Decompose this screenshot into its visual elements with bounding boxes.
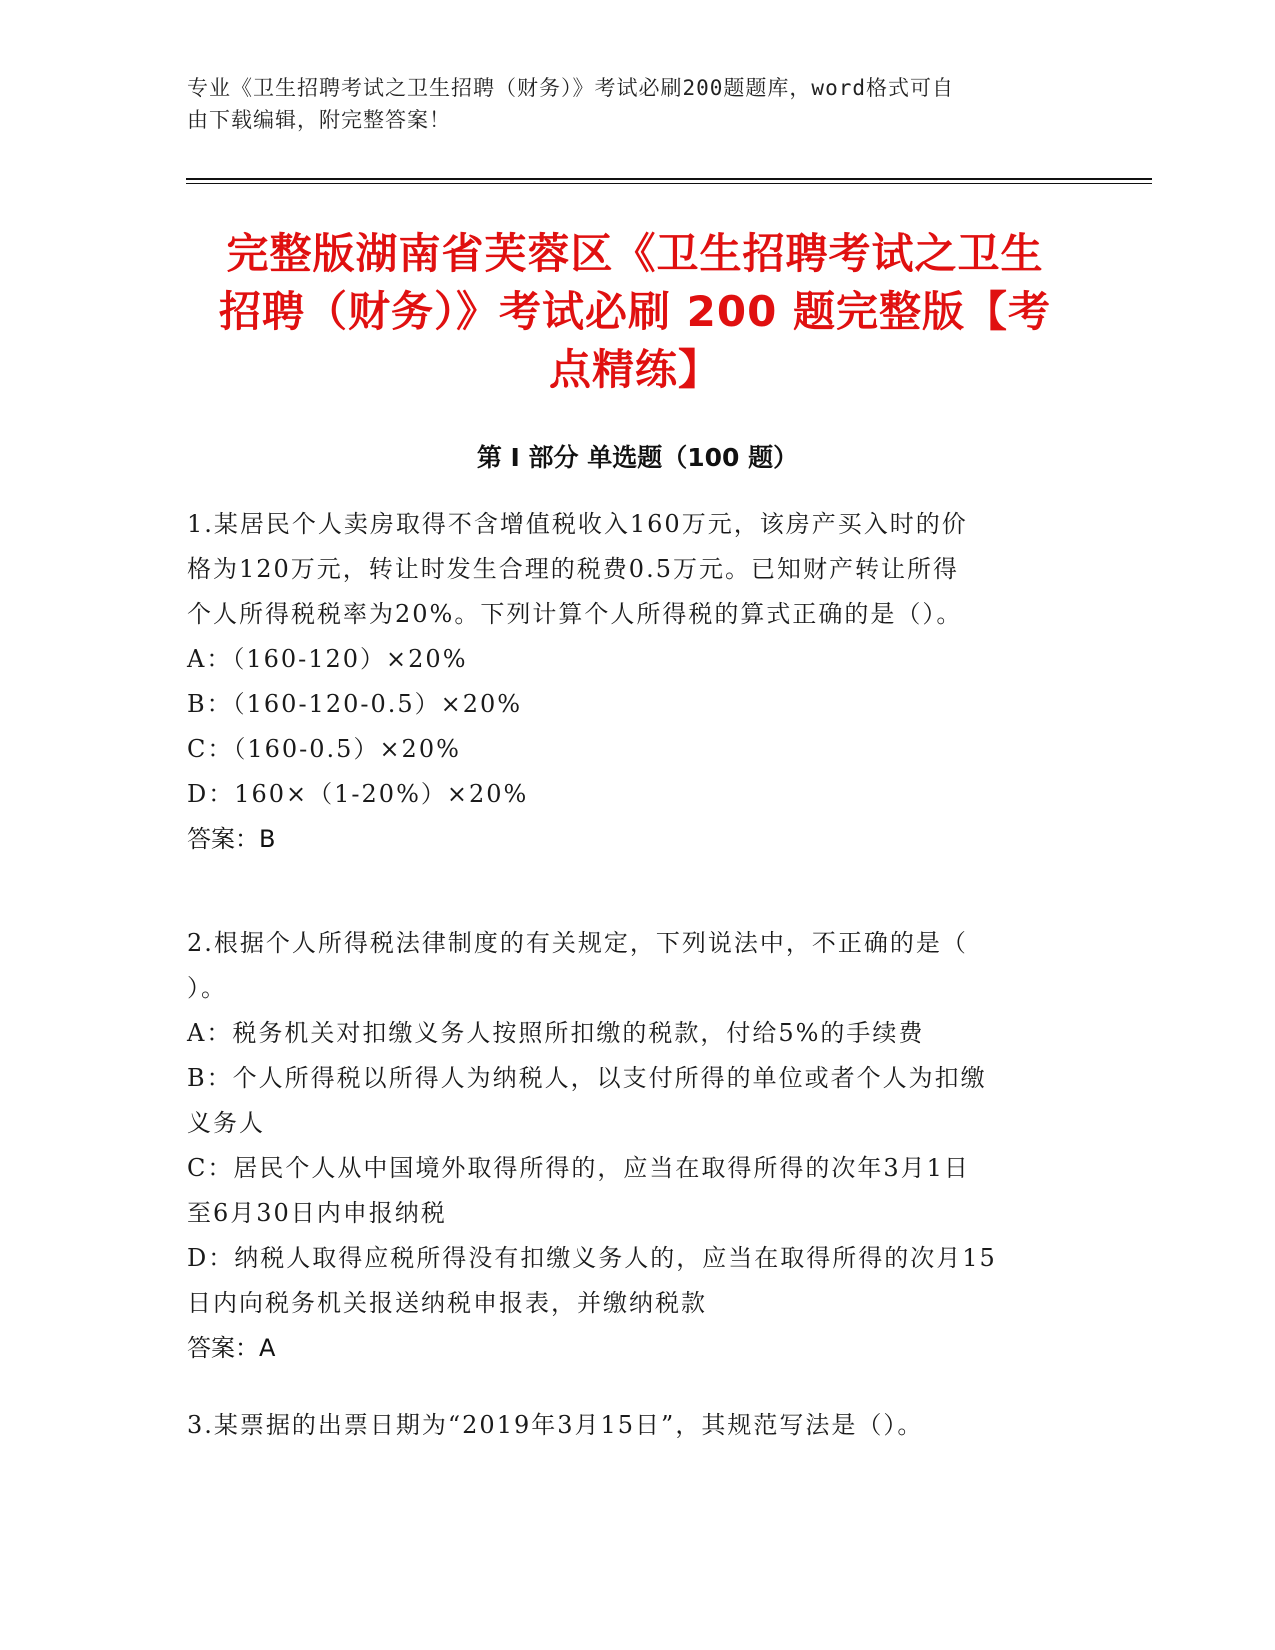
section-heading: 第 I 部分 单选题（100 题） — [476, 443, 799, 472]
title-line: 招聘（财务）》考试必刷 200 题完整版【考 — [219, 287, 1051, 336]
document-title — [190, 225, 1080, 399]
question-stem-line: 格为120万元，转让时发生合理的税费0.5万元。已知财产转让所得 — [187, 555, 959, 583]
option-c: C：（160-0.5）×20% — [187, 735, 461, 763]
question-3 — [187, 1403, 1087, 1448]
question-2 — [187, 921, 1087, 1371]
answer: 答案：B — [187, 825, 276, 853]
option-b-continued: 义务人 — [187, 1109, 265, 1137]
option-d: D：纳税人取得应税所得没有扣缴义务人的，应当在取得所得的次月15 — [187, 1244, 997, 1272]
option-a: A：（160-120）×20% — [187, 645, 468, 673]
title-line: 点精练】 — [548, 345, 721, 394]
title-line: 完整版湖南省芙蓉区《卫生招聘考试之卫生 — [226, 229, 1044, 278]
question-stem-line: 3.某票据的出票日期为“2019年3月15日”，其规范写法是（）。 — [187, 1411, 924, 1439]
question-stem-line: 1.某居民个人卖房取得不含增值税收入160万元，该房产买入时的价 — [187, 510, 968, 538]
option-b: B：（160-120-0.5）×20% — [187, 690, 523, 718]
header-divider-thin — [186, 183, 1152, 184]
option-c-continued: 至6月30日内申报纳税 — [187, 1199, 447, 1227]
question-stem-line: 个人所得税税率为20%。下列计算个人所得税的算式正确的是（）。 — [187, 600, 963, 628]
option-d: D：160×（1-20%）×20% — [187, 780, 529, 808]
answer: 答案：A — [187, 1334, 276, 1362]
option-d-continued: 日内向税务机关报送纳税申报表，并缴纳税款 — [187, 1289, 707, 1317]
option-c: C：居民个人从中国境外取得所得的，应当在取得所得的次年3月1日 — [187, 1154, 970, 1182]
header-note — [187, 72, 1067, 136]
option-a: A：税务机关对扣缴义务人按照所扣缴的税款，付给5%的手续费 — [187, 1019, 925, 1047]
header-note-line: 由下载编辑，附完整答案！ — [187, 108, 451, 132]
header-divider — [186, 178, 1152, 180]
question-1 — [187, 502, 1087, 862]
header-note-line: 专业《卫生招聘考试之卫生招聘（财务）》考试必刷200题题库，word格式可自 — [187, 76, 954, 100]
question-stem-line: 2.根据个人所得税法律制度的有关规定，下列说法中，不正确的是（ — [187, 929, 968, 957]
option-b: B：个人所得税以所得人为纳税人，以支付所得的单位或者个人为扣缴 — [187, 1064, 987, 1092]
question-stem-line: ）。 — [187, 974, 227, 1002]
